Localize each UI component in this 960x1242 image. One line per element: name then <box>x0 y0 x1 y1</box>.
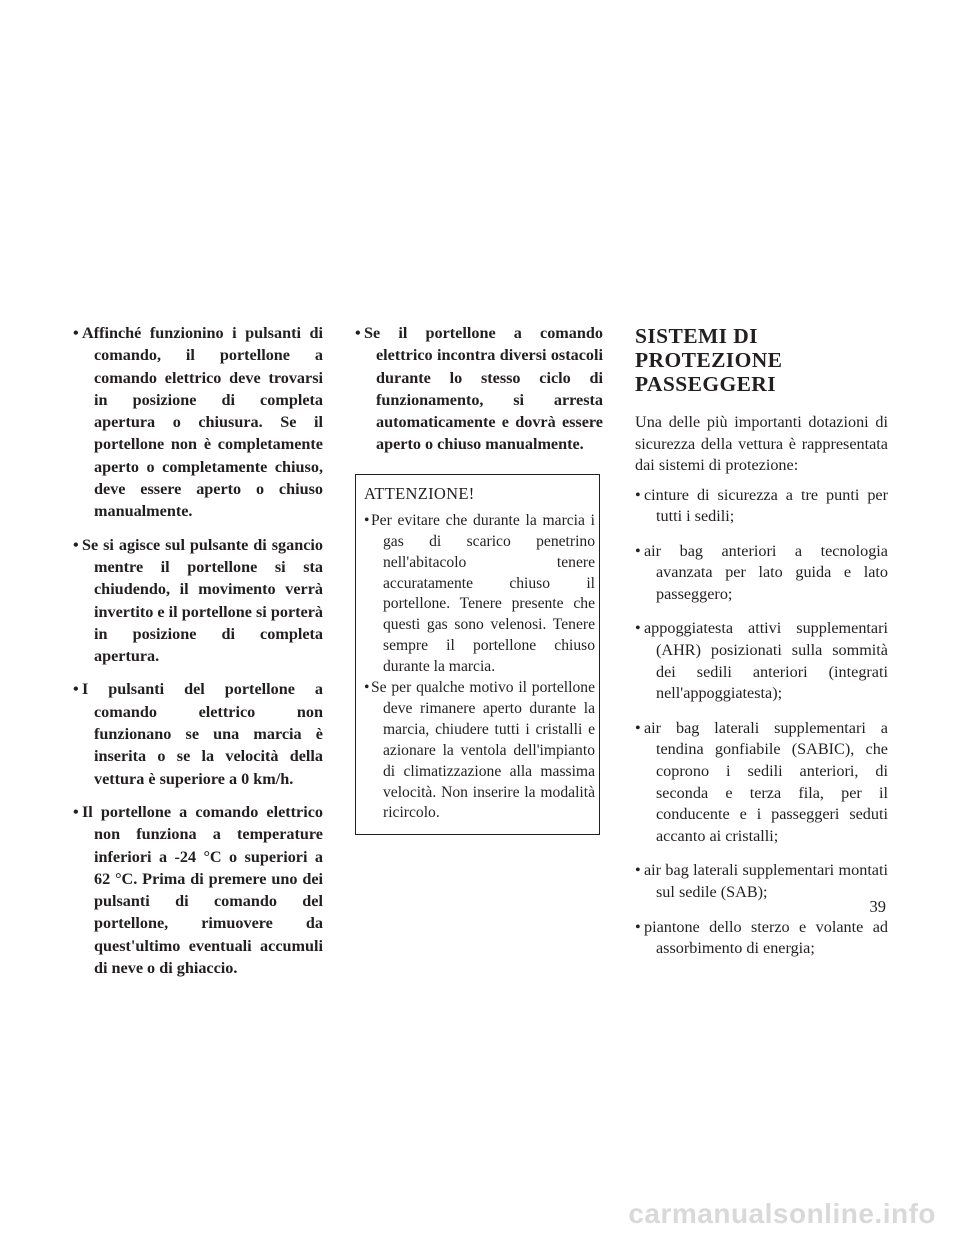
list-item: • Se il portellone a comando elettrico incontra diversi ostacoli durante lo stesso ciclo di funzionamento, si arresta automaticamente e dovrà essere aperto o chiuso manualmente. <box>355 322 603 456</box>
list-item: • Il portellone a comando elettrico non funziona a temperature inferiori a -24 °C o superiori a 62 °C. Prima di premere uno dei pulsanti di comando del portellone, rimuovere da quest'ultimo eventuali accumuli di neve o di ghiaccio. <box>73 801 323 979</box>
bullet-list <box>73 322 323 979</box>
watermark: carmanualsonline.info <box>628 1198 936 1229</box>
bullet-list <box>355 322 603 456</box>
list-item: • Affinché funzionino i pulsanti di comando, il portellone a comando elettrico deve trovarsi in posizione di completa apertura o chiusura. Se il portellone non è completamente aperto o completamente chiuso, deve essere aperto o chiuso manualmente. <box>73 322 323 523</box>
page-number: 39 <box>869 897 886 916</box>
list-item: • I pulsanti del portellone a comando elettrico non funzionano se una marcia è inserita o se la velocità della vettura è superiore a 0 km/h. <box>73 678 323 789</box>
bullet-list <box>635 485 888 960</box>
left-column <box>73 322 323 990</box>
list-item: • air bag anteriori a tecnologia avanzata per lato guida e lato passeggero; <box>635 541 888 606</box>
warning-box <box>355 474 600 836</box>
section-title: SISTEMI DI PROTEZIONE PASSEGGERI <box>635 324 783 396</box>
right-column <box>635 322 888 973</box>
list-item: • Se si agisce sul pulsante di sgancio mentre il portellone si sta chiudendo, il movimento verrà invertito e il portellone si porterà in posizione di completa apertura. <box>73 534 323 668</box>
warning-title: ATTENZIONE! <box>364 483 475 503</box>
warning-list <box>364 511 595 825</box>
list-item: • air bag laterali supplementari a tendina gonfiabile (SABIC), che coprono i sedili anteriori, di seconda e terza fila, per il conducente e i passeggeri seduti accanto ai cristalli; <box>635 718 888 848</box>
intro-paragraph: Una delle più importanti dotazioni di sicurezza della vettura è rappresentata dai sistemi di protezione: <box>635 413 888 474</box>
list-item: • piantone dello sterzo e volante ad assorbimento di energia; <box>635 917 888 960</box>
warning-item: • Se per qualche motivo il portellone deve rimanere aperto durante la marcia, chiudere tutti i cristalli e azionare la ventola dell'impianto di climatizzazione alla massima velocità. Non inserire la modalità ricircolo. <box>364 678 595 824</box>
list-item: • appoggiatesta attivi supplementari (AHR) posizionati sulla sommità dei sedili anteriori (integrati nell'appoggiatesta); <box>635 618 888 704</box>
list-item: • cinture di sicurezza a tre punti per tutti i sedili; <box>635 485 888 528</box>
middle-column <box>355 322 603 835</box>
list-item: • air bag laterali supplementari montati sul sedile (SAB); <box>635 860 888 903</box>
warning-item: • Per evitare che durante la marcia i gas di scarico penetrino nell'abitacolo tenere accuratamente chiuso il portellone. Tenere presente che questi gas sono velenosi. Tenere sempre il portellone chiuso durante la marcia. <box>364 511 595 678</box>
